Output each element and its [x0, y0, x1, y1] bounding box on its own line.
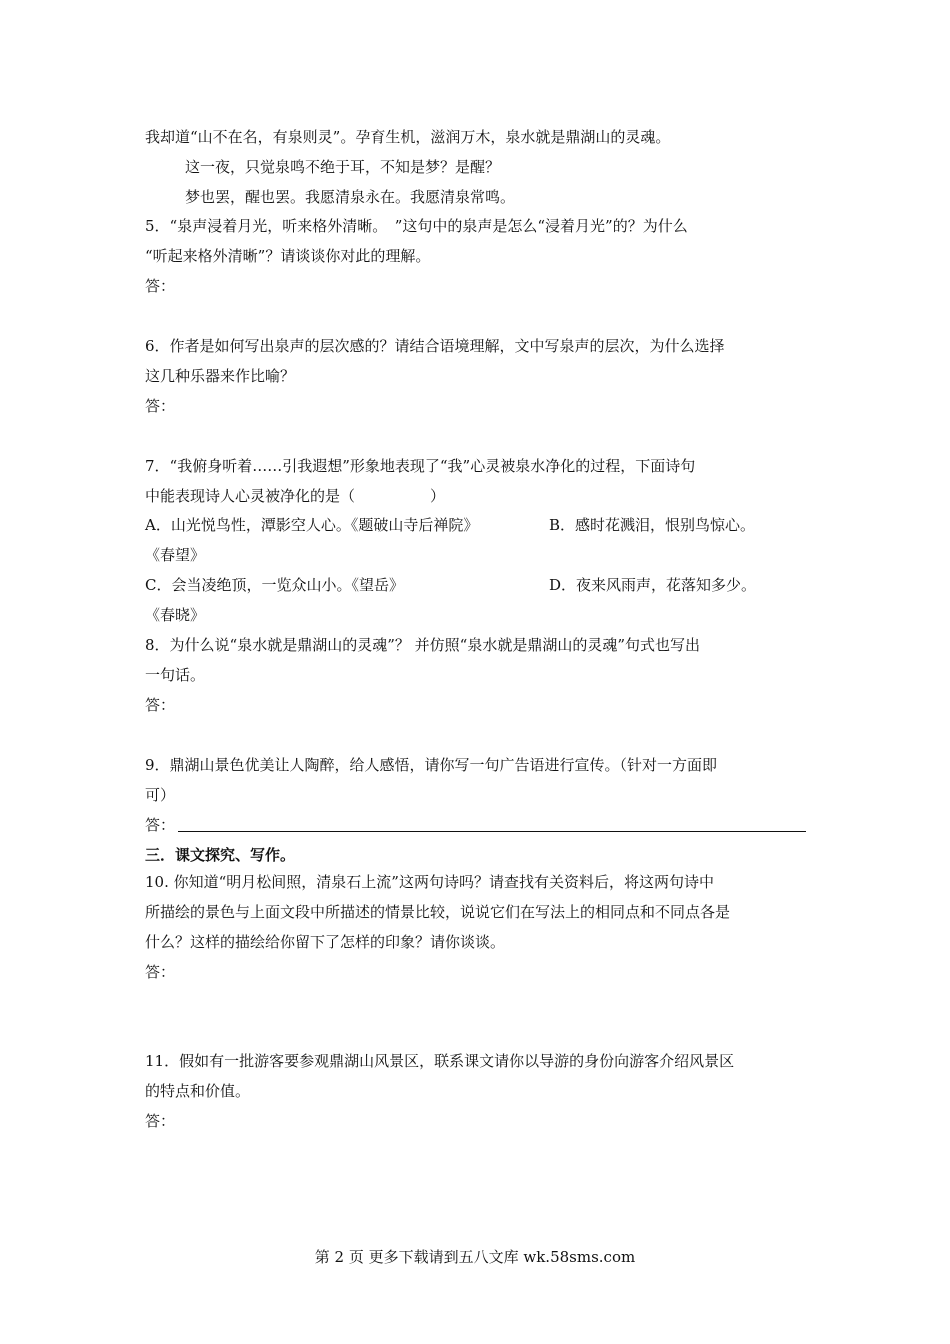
answer-label: 答：	[145, 696, 176, 714]
question-text: 所描绘的景色与上面文段中所描述的情景比较，说说它们在写法上的相同点和不同点各是	[145, 903, 731, 921]
page-footer: 第 2 页 更多下载请到五八文库 wk.58sms.com	[314, 1248, 636, 1266]
question-text: 可）	[145, 786, 176, 804]
question-text: 什么？这样的描绘给你留下了怎样的印象？请你谈谈。	[145, 933, 506, 951]
passage-line: 梦也罢，醒也罢。我愿清泉永在。我愿清泉常鸣。	[185, 188, 516, 206]
option-c: C．会当凌绝顶，一览众山小。《望岳》	[145, 576, 404, 594]
question-text: 9．鼎湖山景色优美让人陶醉，给人感悟，请你写一句广告语进行宣传。（针对一方面即	[145, 756, 718, 774]
question-text: 6．作者是如何写出泉声的层次感的？请结合语境理解，文中写泉声的层次，为什么选择	[145, 337, 725, 355]
answer-label: 答：	[145, 277, 176, 295]
question-text: 一句话。	[145, 666, 206, 684]
question-text: 这几种乐器来作比喻？	[145, 367, 296, 385]
section-title: 三．课文探究、写作。	[145, 846, 296, 864]
answer-label: 答：	[145, 397, 176, 415]
question-text: 7．“我俯身听着……引我遐想”形象地表现了“我”心灵被泉水净化的过程，下面诗句	[145, 457, 696, 475]
passage-line: 这一夜，只觉泉鸣不绝于耳，不知是梦？是醒？	[185, 158, 501, 176]
passage-line: 我却道“山不在名，有泉则灵”。孕育生机，滋润万木，泉水就是鼎湖山的灵魂。	[145, 128, 671, 146]
answer-label: 答：	[145, 816, 176, 834]
option-b-source: 《春望》	[145, 546, 206, 564]
question-text: 10. 你知道“明月松间照，清泉石上流”这两句诗吗？请查找有关资料后，将这两句诗中	[145, 873, 714, 891]
question-text: 5．“泉声浸着月光，听来格外清晰。 ”这句中的泉声是怎么“浸着月光”的？为什么	[145, 217, 688, 235]
answer-line	[178, 831, 806, 832]
answer-label: 答：	[145, 1112, 176, 1130]
question-text: 中能表现诗人心灵被净化的是（ ）	[145, 487, 446, 505]
option-d: D．夜来风雨声，花落知多少。	[549, 576, 757, 594]
question-text: 8．为什么说“泉水就是鼎湖山的灵魂”？ 并仿照“泉水就是鼎湖山的灵魂”句式也写出	[145, 636, 700, 654]
option-a: A．山光悦鸟性，潭影空人心。《题破山寺后禅院》	[145, 516, 479, 534]
question-text: 11．假如有一批游客要参观鼎湖山风景区，联系课文请你以导游的身份向游客介绍风景区	[145, 1052, 735, 1070]
answer-label: 答：	[145, 963, 176, 981]
question-text: 的特点和价值。	[145, 1082, 251, 1100]
option-d-source: 《春晓》	[145, 606, 206, 624]
question-text: “听起来格外清晰”？请谈谈你对此的理解。	[145, 247, 431, 265]
option-b: B．感时花溅泪，恨别鸟惊心。	[549, 516, 756, 534]
